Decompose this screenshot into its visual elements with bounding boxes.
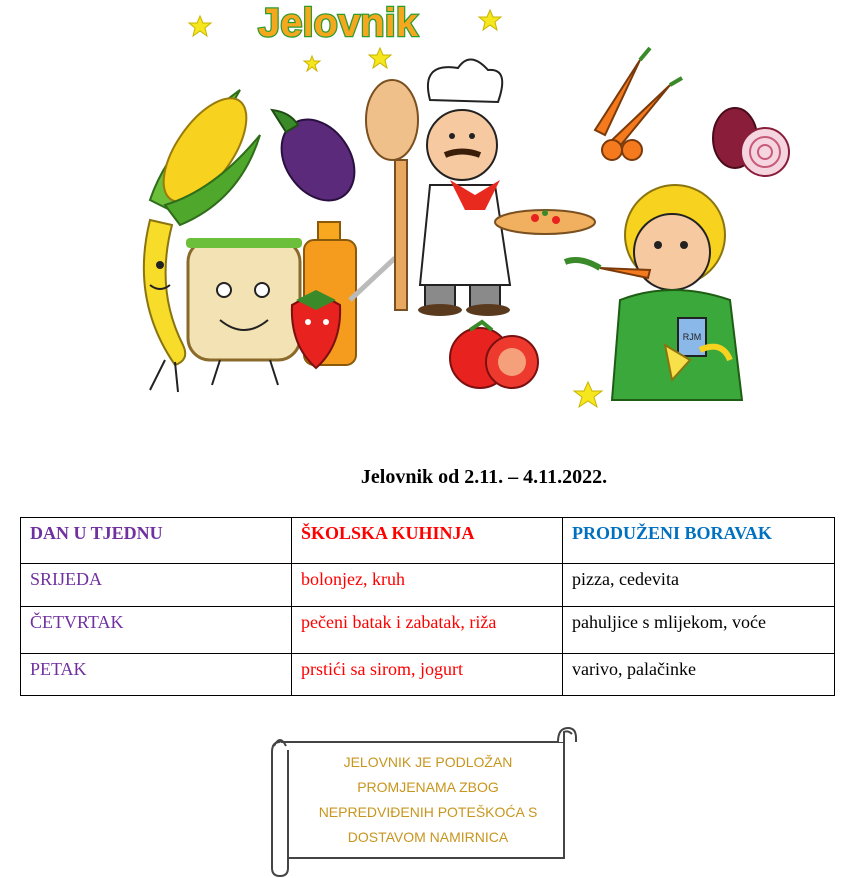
corn-icon xyxy=(148,85,263,225)
chef-icon xyxy=(366,59,510,316)
tomato-icon xyxy=(450,322,538,388)
day-cell: PETAK xyxy=(21,654,292,696)
header-extended-stay: PRODUŽENI BORAVAK xyxy=(563,518,835,564)
table-header-row xyxy=(21,518,835,564)
onion-icon xyxy=(713,108,789,176)
banner-heading: Jelovnik xyxy=(257,1,419,45)
day-cell: SRIJEDA xyxy=(21,564,292,607)
milk-carton-label: RJM xyxy=(682,332,702,342)
notice-line: DOSTAVOM NAMIRNICA xyxy=(347,829,509,845)
header-school-kitchen: ŠKOLSKA KUHINJA xyxy=(292,518,563,564)
notice-scroll xyxy=(268,720,580,878)
menu-table xyxy=(20,517,835,696)
banner-illustration xyxy=(0,0,868,430)
table-row xyxy=(21,607,835,654)
notice-line: PROMJENAMA ZBOG xyxy=(357,779,499,795)
extended-meal-cell: varivo, palačinke xyxy=(563,654,835,696)
pizza-icon xyxy=(495,210,595,234)
extended-meal-cell: pahuljice s mlijekom, voće xyxy=(563,607,835,654)
day-cell: ČETVRTAK xyxy=(21,607,292,654)
school-meal-cell: bolonjez, kruh xyxy=(292,564,563,607)
eggplant-icon xyxy=(267,106,370,215)
carrot-icon xyxy=(595,48,682,160)
table-row xyxy=(21,654,835,696)
school-meal-cell: pečeni batak i zabatak, riža xyxy=(292,607,563,654)
notice-line: JELOVNIK JE PODLOŽAN xyxy=(343,754,513,770)
table-row xyxy=(21,564,835,607)
notice-text xyxy=(298,750,558,850)
header-day: DAN U TJEDNU xyxy=(21,518,292,564)
extended-meal-cell: pizza, cedevita xyxy=(563,564,835,607)
sandwich-icon xyxy=(186,238,302,385)
school-meal-cell: prstići sa sirom, jogurt xyxy=(292,654,563,696)
menu-title: Jelovnik od 2.11. – 4.11.2022. xyxy=(360,466,608,488)
banana-icon xyxy=(144,220,185,392)
notice-line: NEPREDVIĐENIH POTEŠKOĆA S xyxy=(318,804,538,820)
